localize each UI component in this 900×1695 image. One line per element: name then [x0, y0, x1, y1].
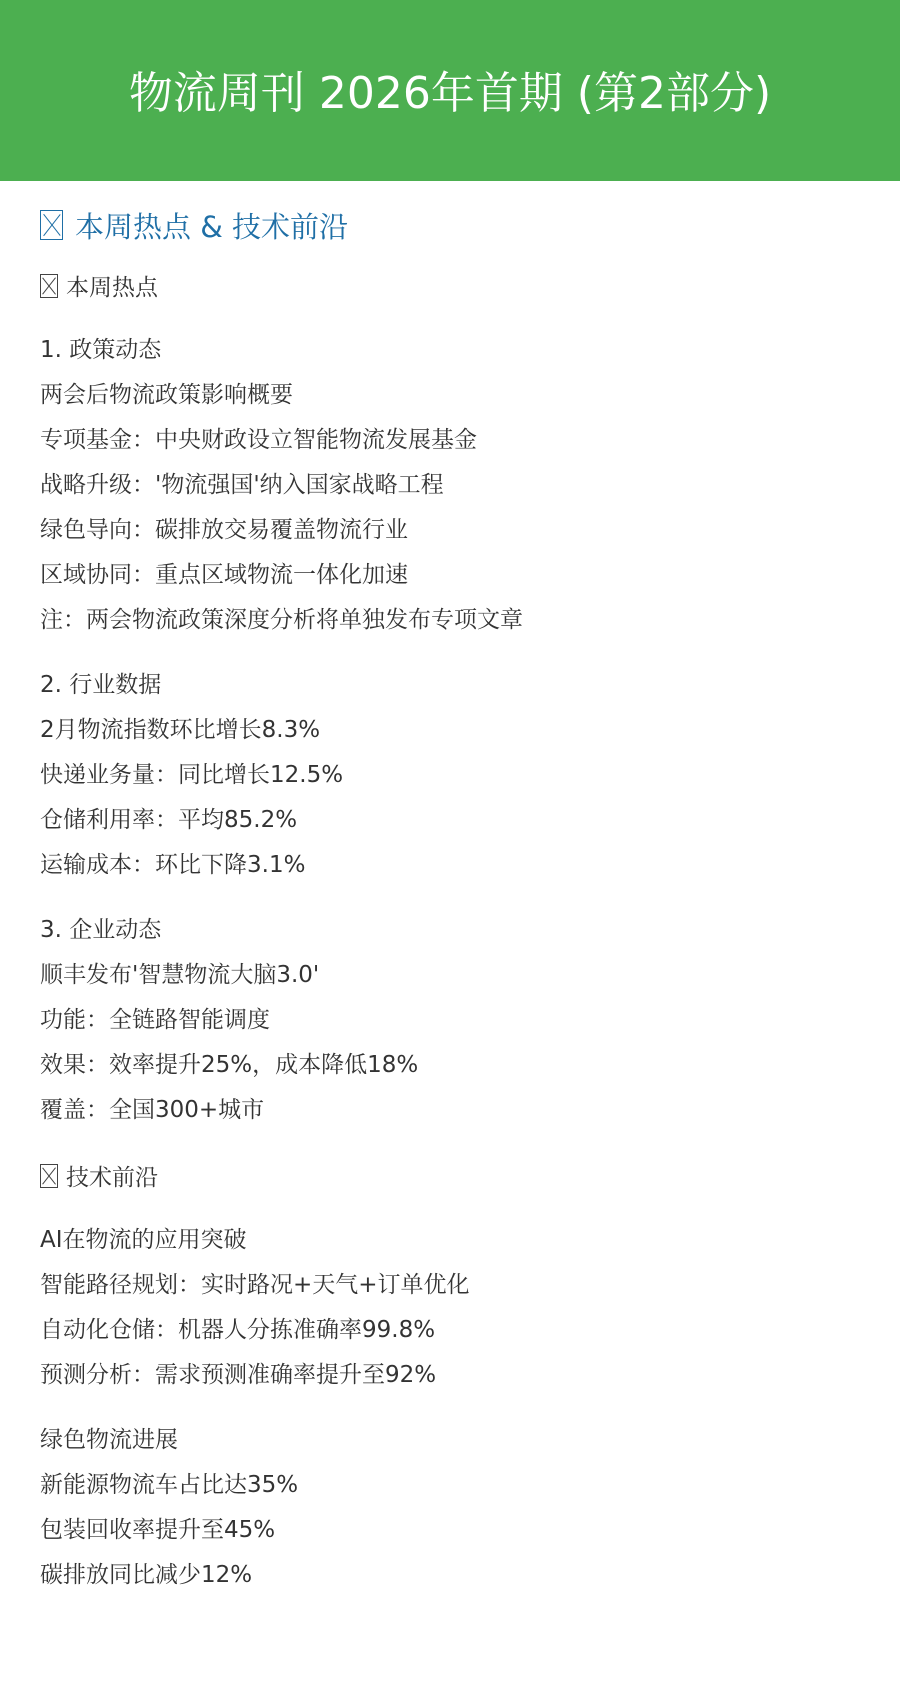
hot-topics-heading-text: 本周热点 — [66, 275, 158, 301]
hot-topics-heading — [40, 263, 860, 308]
list-item: 快递业务量：同比增长12.5% — [40, 762, 344, 788]
list-item: 效果：效率提升25%，成本降低18% — [40, 1052, 419, 1078]
list-item: 仓储利用率：平均85.2% — [40, 807, 298, 833]
group-title: 绿色物流进展 — [40, 1427, 178, 1453]
list-item: 绿色导向：碳排放交易覆盖物流行业 — [40, 517, 408, 543]
policy-group — [40, 328, 860, 643]
tech-frontier-heading — [40, 1153, 860, 1198]
group-title: 3. 企业动态 — [40, 917, 162, 943]
list-item: 自动化仓储：机器人分拣准确率99.8% — [40, 1317, 436, 1343]
group-title: 2. 行业数据 — [40, 672, 162, 698]
list-item: 两会后物流政策影响概要 — [40, 382, 293, 408]
company-news-group — [40, 908, 860, 1133]
page-title: 物流周刊 2026年首期 (第2部分) — [128, 67, 772, 119]
list-item: 2月物流指数环比增长8.3% — [40, 717, 321, 743]
section-title — [40, 205, 860, 245]
group-title: 1. 政策动态 — [40, 337, 162, 363]
missing-glyph-icon — [40, 210, 63, 240]
green-logistics-group — [40, 1418, 860, 1598]
ai-application-group — [40, 1218, 860, 1398]
tech-frontier-heading-text: 技术前沿 — [66, 1165, 158, 1191]
list-item: 预测分析：需求预测准确率提升至92% — [40, 1362, 437, 1388]
list-item: 专项基金：中央财政设立智能物流发展基金 — [40, 427, 477, 453]
section-title-text: 本周热点 & 技术前沿 — [75, 209, 349, 244]
list-item: 碳排放同比减少12% — [40, 1562, 253, 1588]
article-body — [0, 181, 900, 1598]
list-item: 新能源物流车占比达35% — [40, 1472, 299, 1498]
missing-glyph-icon — [40, 274, 58, 298]
list-item: 运输成本：环比下降3.1% — [40, 852, 306, 878]
page-header — [0, 0, 900, 181]
list-item: 顺丰发布'智慧物流大脑3.0' — [40, 962, 320, 988]
list-item: 区域协同：重点区域物流一体化加速 — [40, 562, 408, 588]
list-item: 覆盖：全国300+城市 — [40, 1097, 265, 1123]
list-item: 战略升级：'物流强国'纳入国家战略工程 — [40, 472, 444, 498]
missing-glyph-icon — [40, 1164, 58, 1188]
list-item: 功能：全链路智能调度 — [40, 1007, 270, 1033]
group-title: AI在物流的应用突破 — [40, 1227, 247, 1253]
list-item: 注：两会物流政策深度分析将单独发布专项文章 — [40, 607, 523, 633]
list-item: 智能路径规划：实时路况+天气+订单优化 — [40, 1272, 470, 1298]
industry-data-group — [40, 663, 860, 888]
list-item: 包装回收率提升至45% — [40, 1517, 276, 1543]
